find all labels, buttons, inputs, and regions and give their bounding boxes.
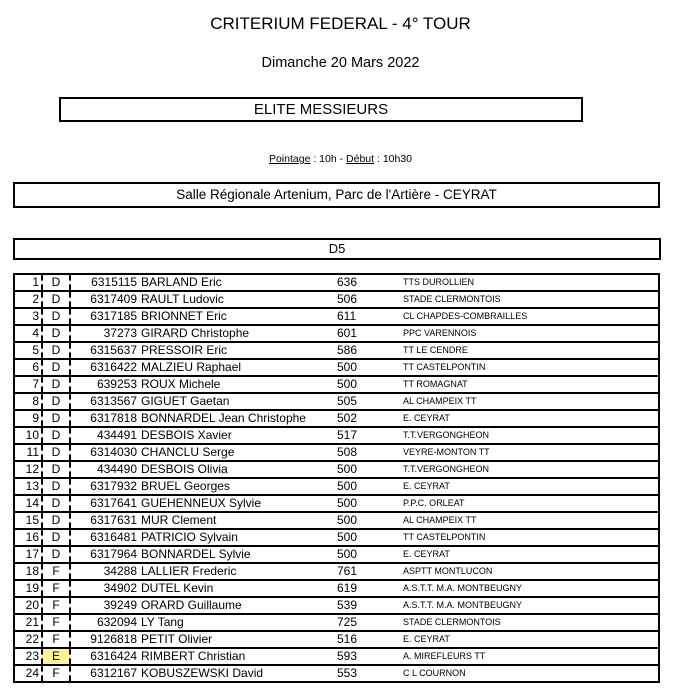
license-cell: 6317818 — [70, 410, 141, 427]
license-cell: 6316424 — [70, 648, 141, 665]
points-cell: 508 — [337, 444, 403, 461]
points-cell: 611 — [337, 308, 403, 325]
club-cell: A.S.T.T. M.A. MONTBEUGNY — [403, 597, 659, 614]
group-cell: D — [42, 546, 70, 563]
rank-cell: 22 — [14, 631, 42, 648]
points-cell: 500 — [337, 478, 403, 495]
points-cell: 553 — [337, 666, 358, 680]
event-date: Dimanche 20 Mars 2022 — [261, 55, 420, 71]
rank-cell: 15 — [14, 512, 42, 529]
table-row — [14, 325, 659, 342]
rank-cell: 3 — [14, 308, 42, 325]
name-cell: BONNARDEL Jean Christophe — [141, 410, 337, 427]
license-cell: 6315637 — [70, 342, 141, 359]
club-cell: STADE CLERMONTOIS — [403, 614, 659, 631]
club-cell: TT CASTELPONTIN — [403, 359, 659, 376]
group-cell: D — [42, 427, 70, 444]
table-row — [14, 529, 659, 546]
group-cell: F — [42, 665, 70, 682]
group-cell: D — [42, 291, 70, 308]
license-cell: 6314030 — [70, 444, 141, 461]
table-row — [14, 376, 659, 393]
rank-cell: 1 — [14, 274, 42, 291]
name-cell: BARLAND Eric — [141, 274, 337, 291]
rank-cell: 12 — [14, 461, 42, 478]
points-cell: 517 — [337, 427, 403, 444]
group-cell: F — [42, 580, 70, 597]
license-cell: 6317185 — [70, 308, 141, 325]
name-cell: BRIONNET Eric — [141, 308, 337, 325]
club-cell: E. CEYRAT — [403, 631, 659, 648]
table-row — [14, 359, 659, 376]
club-cell: VEYRE-MONTON TT — [403, 444, 659, 461]
document-title: CRITERIUM FEDERAL - 4° TOUR — [210, 14, 471, 33]
points-cell: 725 — [337, 614, 403, 631]
license-cell: 6312167 — [90, 666, 137, 680]
license-cell: 6317964 — [70, 546, 141, 563]
club-cell: STADE CLERMONTOIS — [403, 291, 659, 308]
club-cell: E. CEYRAT — [403, 478, 659, 495]
points-cell: 601 — [337, 325, 403, 342]
name-cell: PETIT Olivier — [141, 631, 337, 648]
rank-cell: 11 — [14, 444, 42, 461]
points-cell: 500 — [337, 529, 403, 546]
rank-cell: 23 — [14, 648, 42, 665]
table-row — [14, 665, 659, 682]
rank-cell: 4 — [14, 325, 42, 342]
points-cell: 516 — [337, 631, 403, 648]
points-cell: 500 — [337, 546, 403, 563]
points-cell: 500 — [337, 495, 403, 512]
license-cell: 39249 — [70, 597, 141, 614]
license-cell: 6313567 — [70, 393, 141, 410]
table-row — [14, 444, 659, 461]
license-cell: 6316481 — [70, 529, 141, 546]
table-row — [14, 478, 659, 495]
name-cell: KOBUSZEWSKI David — [141, 666, 264, 680]
club-cell: E. CEYRAT — [403, 546, 659, 563]
table-row — [14, 393, 659, 410]
group-cell: D — [42, 495, 70, 512]
license-cell: 434491 — [70, 427, 141, 444]
name-cell: BRUEL Georges — [141, 478, 337, 495]
license-cell: 6315115 — [70, 274, 141, 291]
license-cell: 34288 — [70, 563, 141, 580]
rank-cell: 5 — [14, 342, 42, 359]
license-cell: 6317641 — [70, 495, 141, 512]
table-row — [14, 546, 659, 563]
club-cell: A. MIREFLEURS TT — [403, 648, 659, 665]
name-cell: ROUX Michele — [141, 376, 337, 393]
group-cell: D — [42, 478, 70, 495]
club-cell: C L COURNON — [403, 668, 466, 678]
club-cell: TT CASTELPONTIN — [403, 529, 659, 546]
points-cell: 502 — [337, 410, 403, 427]
group-cell: D — [42, 444, 70, 461]
group-cell: D — [42, 461, 70, 478]
division-heading: D5 — [13, 238, 661, 260]
name-cell: GIGUET Gaetan — [141, 393, 337, 410]
name-cell: MUR Clement — [141, 512, 337, 529]
points-cell: 619 — [337, 580, 403, 597]
rank-cell: 7 — [14, 376, 42, 393]
rank-cell: 8 — [14, 393, 42, 410]
club-cell: PPC VARENNOIS — [403, 325, 659, 342]
table-row — [14, 580, 659, 597]
name-cell: CHANCLU Serge — [141, 444, 337, 461]
table-row — [14, 427, 659, 444]
club-cell: TTS DUROLLIEN — [403, 274, 659, 291]
group-cell: D — [42, 410, 70, 427]
name-cell: DUTEL Kevin — [141, 580, 337, 597]
license-cell: 434490 — [70, 461, 141, 478]
name-cell: RAULT Ludovic — [141, 291, 337, 308]
rank-cell: 6 — [14, 359, 42, 376]
table-row — [14, 342, 659, 359]
name-cell: LALLIER Frederic — [141, 563, 337, 580]
table-row — [14, 563, 659, 580]
points-cell: 505 — [337, 393, 403, 410]
rank-cell: 9 — [14, 410, 42, 427]
table-row — [14, 274, 659, 291]
rank-cell: 18 — [14, 563, 42, 580]
table-row — [14, 512, 659, 529]
rank-cell: 16 — [14, 529, 42, 546]
rank-cell: 21 — [14, 614, 42, 631]
license-cell: 632094 — [70, 614, 141, 631]
group-cell: D — [42, 359, 70, 376]
rank-cell: 24 — [14, 665, 42, 682]
license-cell: 639253 — [70, 376, 141, 393]
pointage-label: Pointage — [268, 153, 311, 165]
license-cell: 6316422 — [70, 359, 141, 376]
license-cell: 6317631 — [70, 512, 141, 529]
group-cell: D — [42, 393, 70, 410]
name-cell: GIRARD Christophe — [141, 325, 337, 342]
group-cell: F — [42, 631, 70, 648]
venue-heading: Salle Régionale Artenium, Parc de l'Artière - CEYRAT — [13, 182, 660, 208]
club-cell: T.T.VERGONGHEON — [403, 461, 659, 478]
club-cell: AL CHAMPEIX TT — [403, 393, 659, 410]
group-cell: F — [42, 614, 70, 631]
rank-cell: 20 — [14, 597, 42, 614]
club-cell: TT ROMAGNAT — [403, 376, 659, 393]
name-cell: MALZIEU Raphael — [141, 359, 337, 376]
players-table — [13, 273, 660, 683]
points-cell: 636 — [337, 274, 403, 291]
group-cell: F — [42, 597, 70, 614]
club-cell: TT LE CENDRE — [403, 342, 659, 359]
club-cell: E. CEYRAT — [403, 410, 659, 427]
license-cell: 9126818 — [70, 631, 141, 648]
club-cell: ASPTT MONTLUCON — [403, 563, 659, 580]
points-cell: 500 — [337, 461, 403, 478]
license-cell: 6317932 — [70, 478, 141, 495]
debut-time: : 10h30 — [374, 153, 413, 165]
points-cell: 593 — [337, 648, 403, 665]
group-cell: F — [42, 563, 70, 580]
points-cell: 500 — [337, 359, 403, 376]
pointage-time: : 10h - — [310, 153, 347, 165]
club-cell: T.T.VERGONGHEON — [403, 427, 659, 444]
club-cell: P.P.C. ORLEAT — [403, 495, 659, 512]
rank-cell: 17 — [14, 546, 42, 563]
schedule-line — [0, 153, 681, 165]
name-cell: PRESSOIR Eric — [141, 342, 337, 359]
rank-cell: 13 — [14, 478, 42, 495]
points-cell: 586 — [337, 342, 403, 359]
group-cell: D — [42, 308, 70, 325]
points-cell: 500 — [337, 376, 403, 393]
rank-cell: 19 — [14, 580, 42, 597]
name-cell: GUEHENNEUX Sylvie — [141, 495, 337, 512]
license-cell: 37273 — [70, 325, 141, 342]
license-cell: 6317409 — [70, 291, 141, 308]
club-cell: A.S.T.T. M.A. MONTBEUGNY — [403, 580, 659, 597]
name-cell: PATRICIO Sylvain — [141, 529, 337, 546]
name-cell: LY Tang — [141, 614, 337, 631]
points-cell: 500 — [337, 512, 403, 529]
table-row — [14, 410, 659, 427]
name-cell: ORARD Guillaume — [141, 597, 337, 614]
group-cell: D — [42, 376, 70, 393]
table-row — [14, 308, 659, 325]
table-row — [14, 631, 659, 648]
club-cell: CL CHAPDES-COMBRAILLES — [403, 308, 659, 325]
table-row — [14, 648, 659, 665]
rank-cell: 14 — [14, 495, 42, 512]
table-row — [14, 495, 659, 512]
club-cell: AL CHAMPEIX TT — [403, 512, 659, 529]
points-cell: 539 — [337, 597, 403, 614]
license-cell: 34902 — [70, 580, 141, 597]
category-heading: ELITE MESSIEURS — [59, 97, 583, 122]
table-row — [14, 614, 659, 631]
name-cell: BONNARDEL Sylvie — [141, 546, 337, 563]
group-cell: D — [42, 325, 70, 342]
group-cell: E — [42, 648, 70, 665]
table-row — [14, 461, 659, 478]
rank-cell: 10 — [14, 427, 42, 444]
points-cell: 506 — [337, 291, 403, 308]
rank-cell: 2 — [14, 291, 42, 308]
table-row — [14, 597, 659, 614]
group-cell: D — [42, 342, 70, 359]
debut-label: Début — [346, 153, 375, 165]
name-cell: DESBOIS Xavier — [141, 427, 337, 444]
name-cell: DESBOIS Olivia — [141, 461, 337, 478]
table-row — [14, 291, 659, 308]
group-cell: D — [42, 529, 70, 546]
points-cell: 761 — [337, 563, 403, 580]
group-cell: D — [42, 512, 70, 529]
group-cell: D — [42, 274, 70, 291]
name-cell: RIMBERT Christian — [141, 648, 337, 665]
